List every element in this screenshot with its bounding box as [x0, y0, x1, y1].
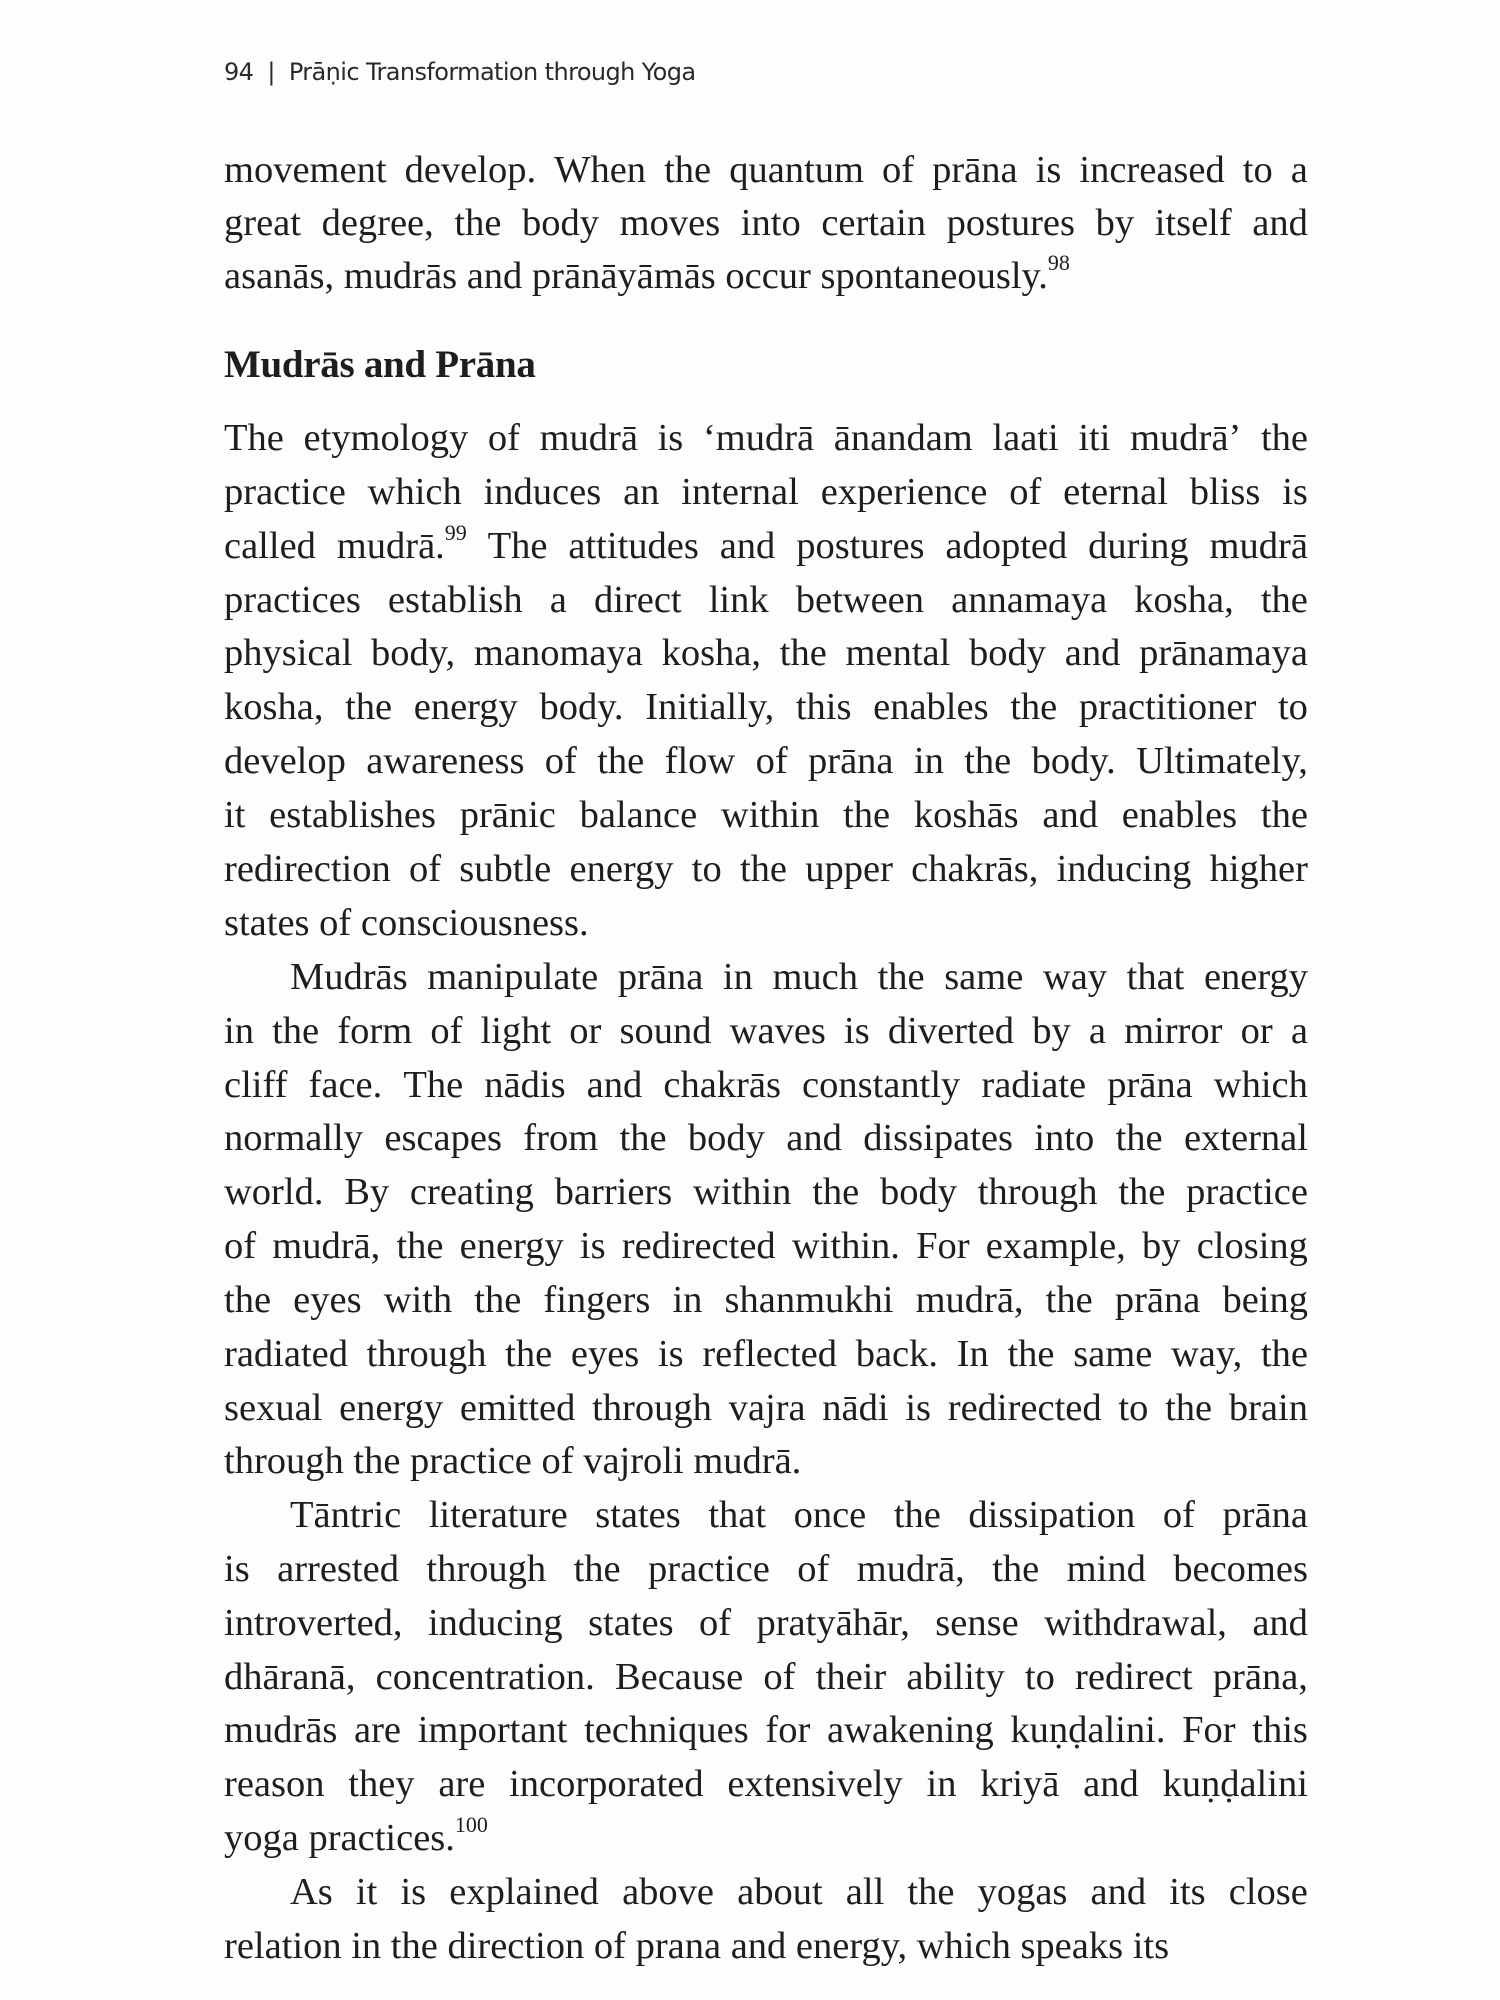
section-heading: Mudrās and Prāna: [224, 343, 536, 386]
text-line: states of consciousness.: [224, 902, 589, 944]
text-line: called mudrā.$^{99}$ The attitudes and postures adopted during mudrā: [224, 520, 1308, 567]
text-line: in the form of light or sound waves is diverted by a mirror or a: [224, 1010, 1308, 1052]
text-line: yoga practices.$^{100}$: [224, 1812, 488, 1859]
running-head: [224, 58, 696, 86]
footnote-ref[interactable]: 98: [1047, 250, 1070, 276]
header-separator: |: [267, 58, 275, 86]
text-line: kosha, the energy body. Initially, this enables the practitioner to: [224, 686, 1308, 728]
text-line: develop awareness of the flow of prāna in the body. Ultimately,: [224, 740, 1308, 782]
text-line: asanās, mudrās and prānāyāmās occur spontaneously.$^{98}$: [224, 250, 1070, 297]
text-line: introverted, inducing states of pratyāhār, sense withdrawal, and: [224, 1602, 1308, 1644]
text-line: world. By creating barriers within the body through the practice: [224, 1171, 1308, 1213]
text-line: practices establish a direct link between annamaya kosha, the: [224, 579, 1308, 621]
footnote-ref[interactable]: 100: [454, 1812, 488, 1838]
text-line: radiated through the eyes is reflected back. In the same way, the: [224, 1333, 1308, 1375]
text-line: it establishes prānic balance within the koshās and enables the: [224, 794, 1308, 836]
text-line: dhāranā, concentration. Because of their ability to redirect prāna,: [224, 1656, 1308, 1698]
text-line: the eyes with the fingers in shanmukhi mudrā, the prāna being: [224, 1279, 1308, 1321]
book-title: Prāṇic Transformation through Yoga: [288, 58, 696, 86]
text-line: Tāntric literature states that once the dissipation of prāna: [290, 1494, 1308, 1536]
text-line: sexual energy emitted through vajra nādi is redirected to the brain: [224, 1387, 1308, 1429]
text-line: redirection of subtle energy to the upper chakrās, inducing higher: [224, 848, 1308, 890]
text-line: Mudrās manipulate prāna in much the same way that energy: [290, 956, 1308, 998]
text-line: reason they are incorporated extensively in kriyā and kuṇḍalini: [224, 1763, 1308, 1805]
text-line: normally escapes from the body and dissipates into the external: [224, 1117, 1308, 1159]
text-line: relation in the direction of prana and energy, which speaks its: [224, 1925, 1170, 1967]
text-line: great degree, the body moves into certain postures by itself and: [224, 202, 1308, 244]
text-line: cliff face. The nādis and chakrās constantly radiate prāna which: [224, 1064, 1308, 1106]
text-line: of mudrā, the energy is redirected within. For example, by closing: [224, 1225, 1308, 1267]
text-line: physical body, manomaya kosha, the mental body and prānamaya: [224, 632, 1308, 674]
text-line: is arrested through the practice of mudrā, the mind becomes: [224, 1548, 1308, 1590]
text-line: mudrās are important techniques for awakening kuṇḍalini. For this: [224, 1709, 1308, 1751]
text-line: practice which induces an internal experience of eternal bliss is: [224, 471, 1308, 513]
text-line: As it is explained above about all the yogas and its close: [290, 1871, 1308, 1913]
text-line: through the practice of vajroli mudrā.: [224, 1440, 802, 1482]
footnote-ref[interactable]: 99: [444, 520, 467, 546]
text-line: movement develop. When the quantum of prāna is increased to a: [224, 149, 1308, 191]
text-line: The etymology of mudrā is ‘mudrā ānandam laati iti mudrā’ the: [224, 417, 1308, 459]
page-number: 94: [224, 58, 254, 86]
